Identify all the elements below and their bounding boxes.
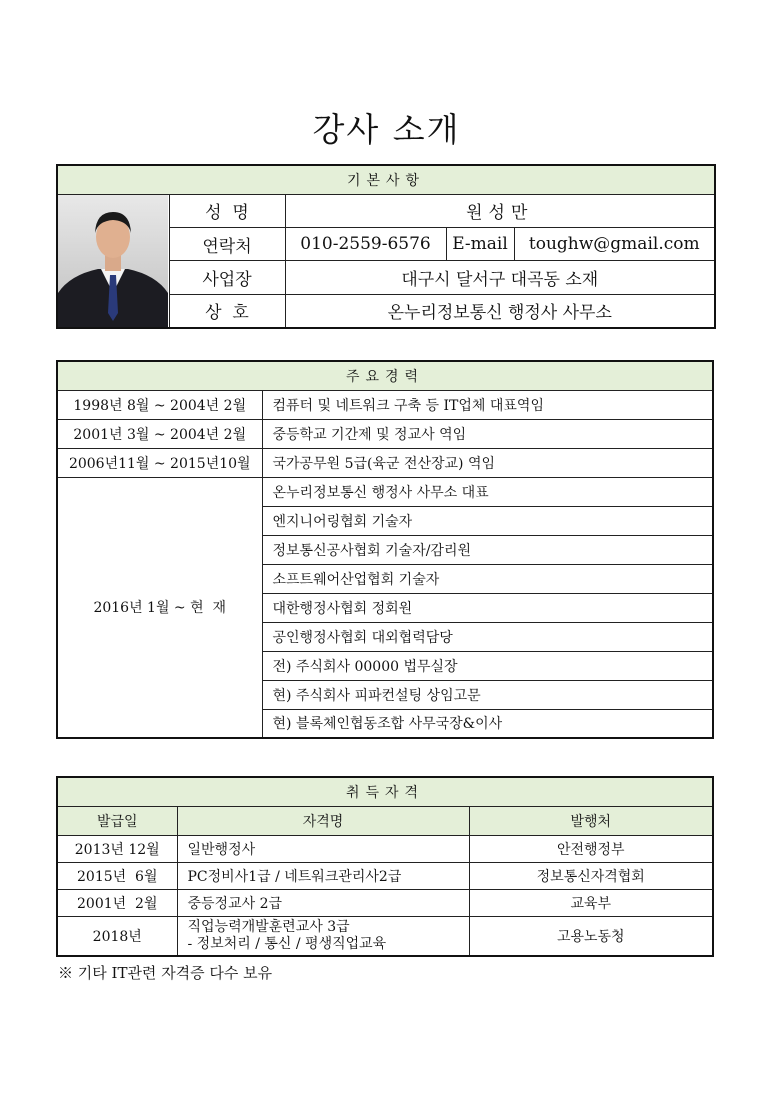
phone-value: 010-2559-6576 (285, 227, 446, 260)
current-role: 대한행정사협회 정회원 (262, 593, 713, 622)
col-date-header: 발급일 (57, 806, 177, 835)
cert-name: 일반행정사 (177, 835, 469, 862)
cert-date: 2015년 6월 (57, 862, 177, 889)
name-value: 원성만 (285, 194, 715, 227)
cert-name: 중등정교사 2급 (177, 889, 469, 916)
career-period: 2006년11월 ~ 2015년10월 (57, 448, 262, 477)
cert-issuer: 교육부 (469, 889, 713, 916)
basic-info-table (56, 164, 716, 329)
career-desc: 중등학교 기간제 및 정교사 역임 (262, 419, 713, 448)
contact-label: 연락처 (169, 227, 285, 260)
current-role: 전) 주식회사 00000 법무실장 (262, 651, 713, 680)
cert-name: PC정비사1급 / 네트워크관리사2급 (177, 862, 469, 889)
col-name-header: 자격명 (177, 806, 469, 835)
current-role: 현) 주식회사 피파컨설팅 상임고문 (262, 680, 713, 709)
name-label: 성 명 (169, 194, 285, 227)
career-desc: 국가공무원 5급(육군 전산장교) 역임 (262, 448, 713, 477)
current-role: 소프트웨어산업협회 기술자 (262, 564, 713, 593)
cert-name-line1: 직업능력개발훈련교사 3급 (187, 918, 350, 935)
certs-header: 취득자격 (57, 777, 713, 806)
col-issuer-header: 발행처 (469, 806, 713, 835)
career-period: 1998년 8월 ~ 2004년 2월 (57, 390, 262, 419)
current-period: 2016년 1월 ~ 현 재 (57, 477, 262, 738)
email-value: toughw@gmail.com (514, 227, 715, 260)
basic-info-header: 기본사항 (57, 165, 715, 194)
page-title: 강사 소개 (312, 110, 461, 149)
trade-value: 온누리정보통신 행정사 사무소 (285, 294, 715, 327)
current-role: 엔지니어링협회 기술자 (262, 506, 713, 535)
current-role: 정보통신공사협회 기술자/감리원 (262, 535, 713, 564)
cert-date: 2018년 (57, 916, 177, 956)
career-header: 주요경력 (57, 361, 713, 390)
office-value: 대구시 달서구 대곡동 소재 (285, 261, 715, 294)
certs-table (56, 776, 714, 957)
career-table (56, 360, 714, 739)
cert-date: 2013년 12월 (57, 835, 177, 862)
cert-issuer: 고용노동청 (469, 916, 713, 956)
current-role: 공인행정사협회 대외협력담당 (262, 622, 713, 651)
cert-issuer: 안전행정부 (469, 835, 713, 862)
footnote: ※ 기타 IT관련 자격증 다수 보유 (58, 964, 273, 982)
email-label: E-mail (446, 227, 514, 260)
trade-label: 상 호 (169, 294, 285, 327)
career-desc: 컴퓨터 및 네트워크 구축 등 IT업체 대표역임 (262, 390, 713, 419)
portrait-image (58, 195, 168, 327)
current-role: 현) 블록체인협동조합 사무국장&이사 (262, 709, 713, 738)
current-role: 온누리정보통신 행정사 사무소 대표 (262, 477, 713, 506)
office-label: 사업장 (169, 261, 285, 294)
cert-name (177, 916, 469, 956)
profile-photo (57, 194, 169, 328)
cert-issuer: 정보통신자격협회 (469, 862, 713, 889)
cert-date: 2001년 2월 (57, 889, 177, 916)
career-period: 2001년 3월 ~ 2004년 2월 (57, 419, 262, 448)
cert-name-line2: - 정보처리 / 통신 / 평생직업교육 (187, 935, 387, 952)
